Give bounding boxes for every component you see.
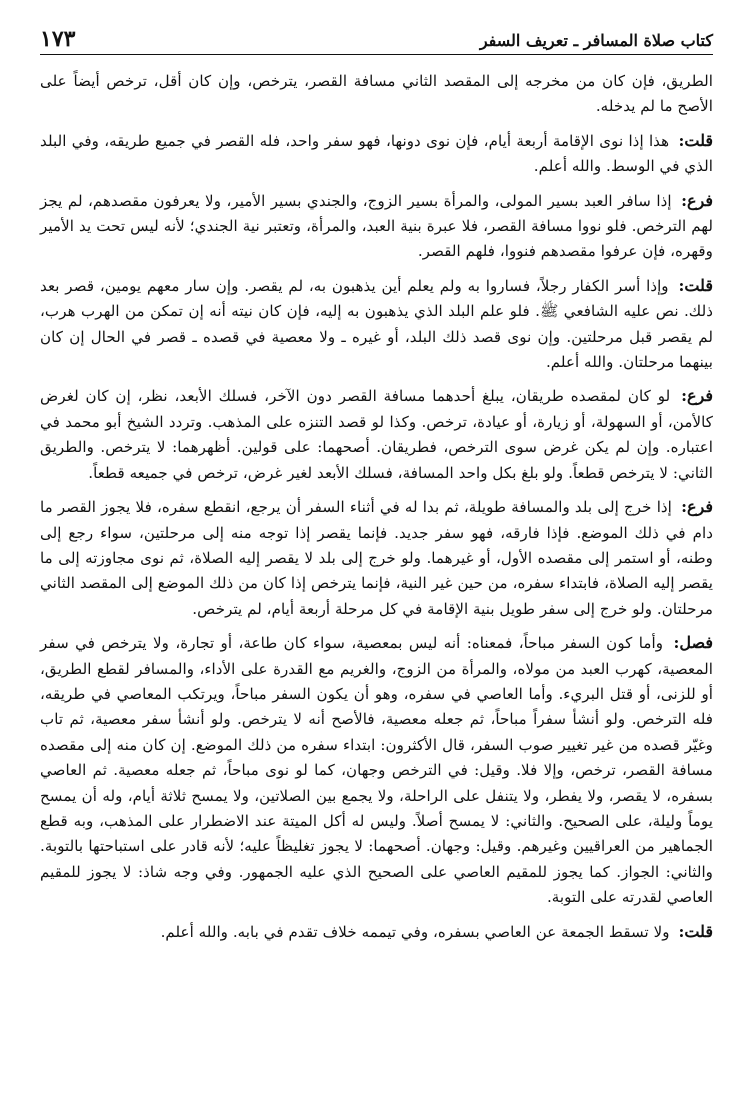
section-lead: فرع: bbox=[681, 386, 714, 406]
section-lead: قلت: bbox=[678, 275, 713, 295]
page-number: ١٧٣ bbox=[40, 26, 76, 52]
paragraph-text: ولا تسقط الجمعة عن العاصي بسفره، وفي تيممه خلاف تقدم في بابه. والله أعلم. bbox=[160, 922, 670, 941]
paragraph-text: وإذا أسر الكفار رجلاً، فساروا به ولم يعلم أين يذهبون به، لم يقصر. وإن سار معهم يومين، قصر بعد ذلك. نص عليه الشافعي ﷺ. فلو علم البلد الذي يذهبون به إليه، فإن كان نيته أنه إن تمكن من الهرب هرب، لم يقصر قبل مرحلتين. وإن نوى قصد ذلك البلد، أو غيره ـ ولا معصية في قصده ـ قصر في الحال إن كان بينهما مرحلتان. والله أعلم. bbox=[40, 276, 713, 372]
paragraph bbox=[40, 188, 713, 265]
paragraph bbox=[40, 494, 713, 622]
paragraph-text: الطريق، فإن كان من مخرجه إلى المقصد الثاني مسافة القصر، يترخص، وإن كان أقل، ترخص أيضاً على الأصح ما لم يدخله. bbox=[40, 72, 713, 116]
section-lead: فرع: bbox=[681, 190, 714, 210]
paragraph-text: وأما كون السفر مباحاً، فمعناه: أنه ليس بمعصية، سواء كان طاعة، أو تجارة، ولا يترخص في سفر المعصية، كهرب العبد من مولاه، والمرأة من الزوج، والغريم مع القدرة على الأداء، والمسافر لقطع الطريق، أو للزنى، أو قتل البريء. وأما العاصي في سفره، وهو أن يكون السفر مباحاً، ويرتكب المعاصي في طريقه، فله الترخص. ولو أنشأ سفراً مباحاً، ثم جعله معصية، فالأصح أنه لا يترخص. ولو أنشأ سفر معصية، ثم تاب وغيّر قصده من غير تغيير صوب السفر، قال الأكثرون: ابتداء سفره من ذلك الموضع. إن كان منه إلى مقصده مسافة القصر، ترخص، وإلا فلا. وقيل: في الترخص وجهان، كما لو نوى مباحاً، ثم جعله معصية. ثم العاصي بسفره، لا يقصر، ولا يفطر، ولا يتنفل على الراحلة، ولا يجمع بين الصلاتين، ولا يمسح ثلاثة أيام، وله أن يمسح يوماً وليلة، على الصحيح. والثاني: لا يمسح أصلاً. وليس له أكل الميتة عند الاضطرار على المذهب، وبه قطع الجماهير من العراقيين وغيرهم. وقيل: وجهان. أصحهما: لا يجوز تغليظاً عليه؛ لأنه قادر على استباحتها بالتوبة. والثاني: الجواز. كما يجوز للمقيم العاصي على الصحيح الذي عليه الجمهور. وفي وجه شاذ: لا يجوز للمقيم العاصي لقدرته على التوبة. bbox=[40, 634, 713, 907]
paragraph-text: إذا خرج إلى بلد والمسافة طويلة، ثم بدا له في أثناء السفر أن يرجع، انقطع سفره، فلا يجوز القصر ما دام في ذلك الموضع. فإذا فارقه، فهو سفر جديد. فإنما يقصر إذا توجه منه إلى مرحلتين، سواء رجع إلى وطنه، أو استمر إلى مقصده الأول، أو غيرهما. ولو خرج إلى بلد لا يقصر إليه الصلاة، ثم نوى مجاوزته إلى ما يقصر إليه الصلاة، فابتداء سفره، من حين غير النية، فإنما يترخص إذا كان من ذلك الموضع إلى المقصد الثاني مرحلتان. ولو خرج إلى سفر طويل بنية الإقامة في كل مرحلة أربعة أيام، لم يترخص. bbox=[40, 498, 713, 618]
paragraph bbox=[40, 69, 713, 120]
section-lead: قلت: bbox=[678, 921, 713, 941]
paragraph bbox=[40, 919, 713, 945]
section-lead: قلت: bbox=[678, 130, 714, 150]
running-title: كتاب صلاة المسافر ـ تعريف السفر bbox=[479, 31, 713, 50]
paragraph bbox=[40, 383, 713, 486]
page-header bbox=[40, 20, 713, 55]
section-lead: فرع: bbox=[681, 497, 713, 517]
page-body bbox=[40, 69, 713, 945]
section-lead: فصل: bbox=[673, 633, 714, 653]
paragraph bbox=[40, 630, 713, 910]
paragraph-text: لو كان لمقصده طريقان، يبلغ أحدهما مسافة القصر دون الآخر، فسلك الأبعد، نظر، إن كان لغرض كالأمن، أو السهولة، أو زيارة، أو عيادة، ترخص. وكذا لو قصد التنزه على المذهب. وتردد الشيخ أبو محمد في اعتباره. وإن لم يكن غرض سوى الترخص، فطريقان. أصحهما: على قولين. أظهرهما: لا يترخص. والطريق الثاني: لا يترخص قطعاً. ولو بلغ بكل واحد المسافة، فسلك الأبعد لغير غرض، ترخص في جميعه قطعاً. bbox=[40, 387, 713, 482]
paragraph bbox=[40, 128, 713, 180]
paragraph bbox=[40, 273, 713, 376]
paragraph-text: هذا إذا نوى الإقامة أربعة أيام، فإن نوى دونها، فهو سفر واحد، فله القصر في جميع طريقه، وفي البلد الذي في الوسط. والله أعلم. bbox=[40, 131, 713, 176]
paragraph-text: إذا سافر العبد بسير المولى، والمرأة بسير الزوج، والجندي بسير الأمير، ولا يعرفون مقصدهم، لم يجز لهم الترخص. فلو نووا مسافة القصر، فلا عبرة بنية العبد، والمرأة، وتعتبر نية الجندي؛ لأنه ليس تحت يد الأمير وقهره، فإن عرفوا مقصدهم فنووا، فلهم القصر. bbox=[40, 191, 713, 261]
